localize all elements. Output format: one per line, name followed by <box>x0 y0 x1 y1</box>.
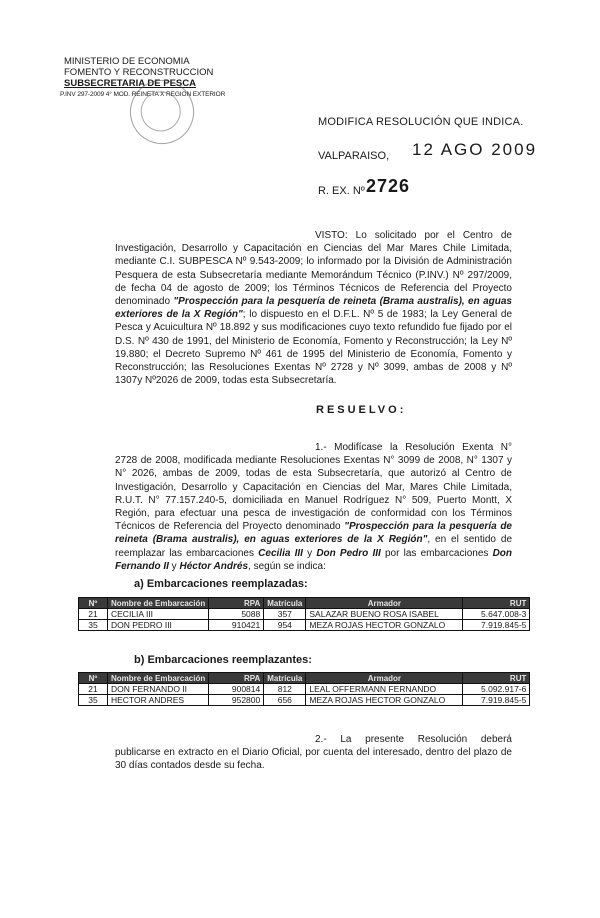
section-b-heading: b) Embarcaciones reemplazantes: <box>134 654 312 666</box>
replacement-vessels-table <box>78 672 530 706</box>
ministry-dept: FOMENTO Y RECONSTRUCCION <box>64 67 214 78</box>
project-name: "Prospección para la pesquería de reineta (Brama australis), en aguas exteriores de la X Región" <box>115 296 512 321</box>
table-row: 21 CECILIA III 5088 357 SALAZAR BUENO ROSA ISABEL 5.647.008-3 <box>79 609 530 620</box>
table-row: 35 DON PEDRO III 910421 954 MEZA ROJAS HECTOR GONZALO 7.919.845-5 <box>79 620 530 631</box>
ministry-name: MINISTERIO DE ECONOMIA <box>64 56 190 67</box>
visto-lead: VISTO: <box>315 230 348 241</box>
file-reference: P.INV 297-2009 4° MOD. REINETA X REGION EXTERIOR <box>60 91 226 98</box>
project-name: "Prospección para la pesquería de reineta (Brama australis), en aguas exteriores de la X Región" <box>115 521 512 546</box>
section-a-heading: a) Embarcaciones reemplazadas: <box>134 578 308 590</box>
article-2: 2.- La presente Resolución deberá publicarse en extracto en el Diario Oficial, por cuenta del interesado, dentro del plazo de 30 días contados desde su fecha. <box>115 734 512 772</box>
table-row: 35 HECTOR ANDRES 952800 656 MEZA ROJAS HECTOR GONZALO 7.919.845-5 <box>79 695 530 706</box>
document-place: VALPARAISO, <box>318 150 390 162</box>
resolution-number: 2726 <box>366 176 411 196</box>
article-1: 1.- Modifícase la Resolución Exenta N° 2728 de 2008, modificada mediante Resoluciones Exentas N° 3099 de 2008, N° 1307 y N° 2026, ambas de 2009, todas de esta Subsecretaría, que autorizó al Centro de Investigación, Desarrollo y Capacitación en Ciencias del Mar, Mares Chile Limitada, R.U.T. N° 77.157.240-5, domiciliada en Manuel Rodríguez N° 509, Puerto Montt, X Región, para efectuar una pesca de investigación de conformidad con los Términos Técnicos de Referencia del Proyecto denominado "Prospección para la pesquería de reineta (Brama australis), en aguas exteriores de la X Región", en el sentido de reemplazar las embarcaciones Cecilia III y Don Pedro III por las embarcaciones Don Fernando II y Héctor Andrés, según se indica: <box>115 442 513 572</box>
resuelvo-heading: RESUELVO: <box>316 404 407 416</box>
subsecretaria-name: SUBSECRETARIA DE PESCA <box>64 78 196 89</box>
resolution-label: R. EX. Nº <box>318 185 365 197</box>
table-row: 21 DON FERNANDO II 900814 812 LEAL OFFERMANN FERNANDO 5.092.917-6 <box>79 684 530 695</box>
replaced-vessels-table <box>78 597 530 631</box>
visto-paragraph: VISTO: Lo solicitado por el Centro de Investigación, Desarrollo y Capacitación en Ciencias del Mar Mares Chile Limitada, mediante C.I. SUBPESCA Nº 9.543-2009; lo informado por la División de Administración Pesquera de esta Subsecretaría mediante Memorándum Técnico (P.INV.) Nº 297/2009, de fecha 04 de agosto de 2009; los Términos Técnicos de Referencia del Proyecto denominado "Prospección para la pesquería de reineta (Brama australis), en aguas exteriores de la X Región"; lo dispuesto en el D.F.L. Nº 5 de 1983; la Ley General de Pesca y Acuicultura Nº 18.892 y sus modificaciones cuyo texto refundido fue fijado por el D.S. Nº 430 de 1991, del Ministerio de Economía, Fomento y Reconstrucción; la Ley Nº 19.880; el Decreto Supremo Nº 461 de 1995 del Ministerio de Economía, Fomento y Reconstrucción; las Resoluciones Exentas Nº 2728 y Nº 3099, ambas de 2008 y Nº 1307y Nº2026 de 2009, todas esta Subsecretaría. <box>115 230 512 387</box>
document-subject: MODIFICA RESOLUCIÓN QUE INDICA. <box>318 116 524 128</box>
document-date: 12 AGO 2009 <box>412 140 538 159</box>
table-header-row: Nº Nombre de Embarcación RPA Matrícula Armador RUT <box>79 673 530 684</box>
table-header-row: Nº Nombre de Embarcación RPA Matrícula Armador RUT <box>79 598 530 609</box>
